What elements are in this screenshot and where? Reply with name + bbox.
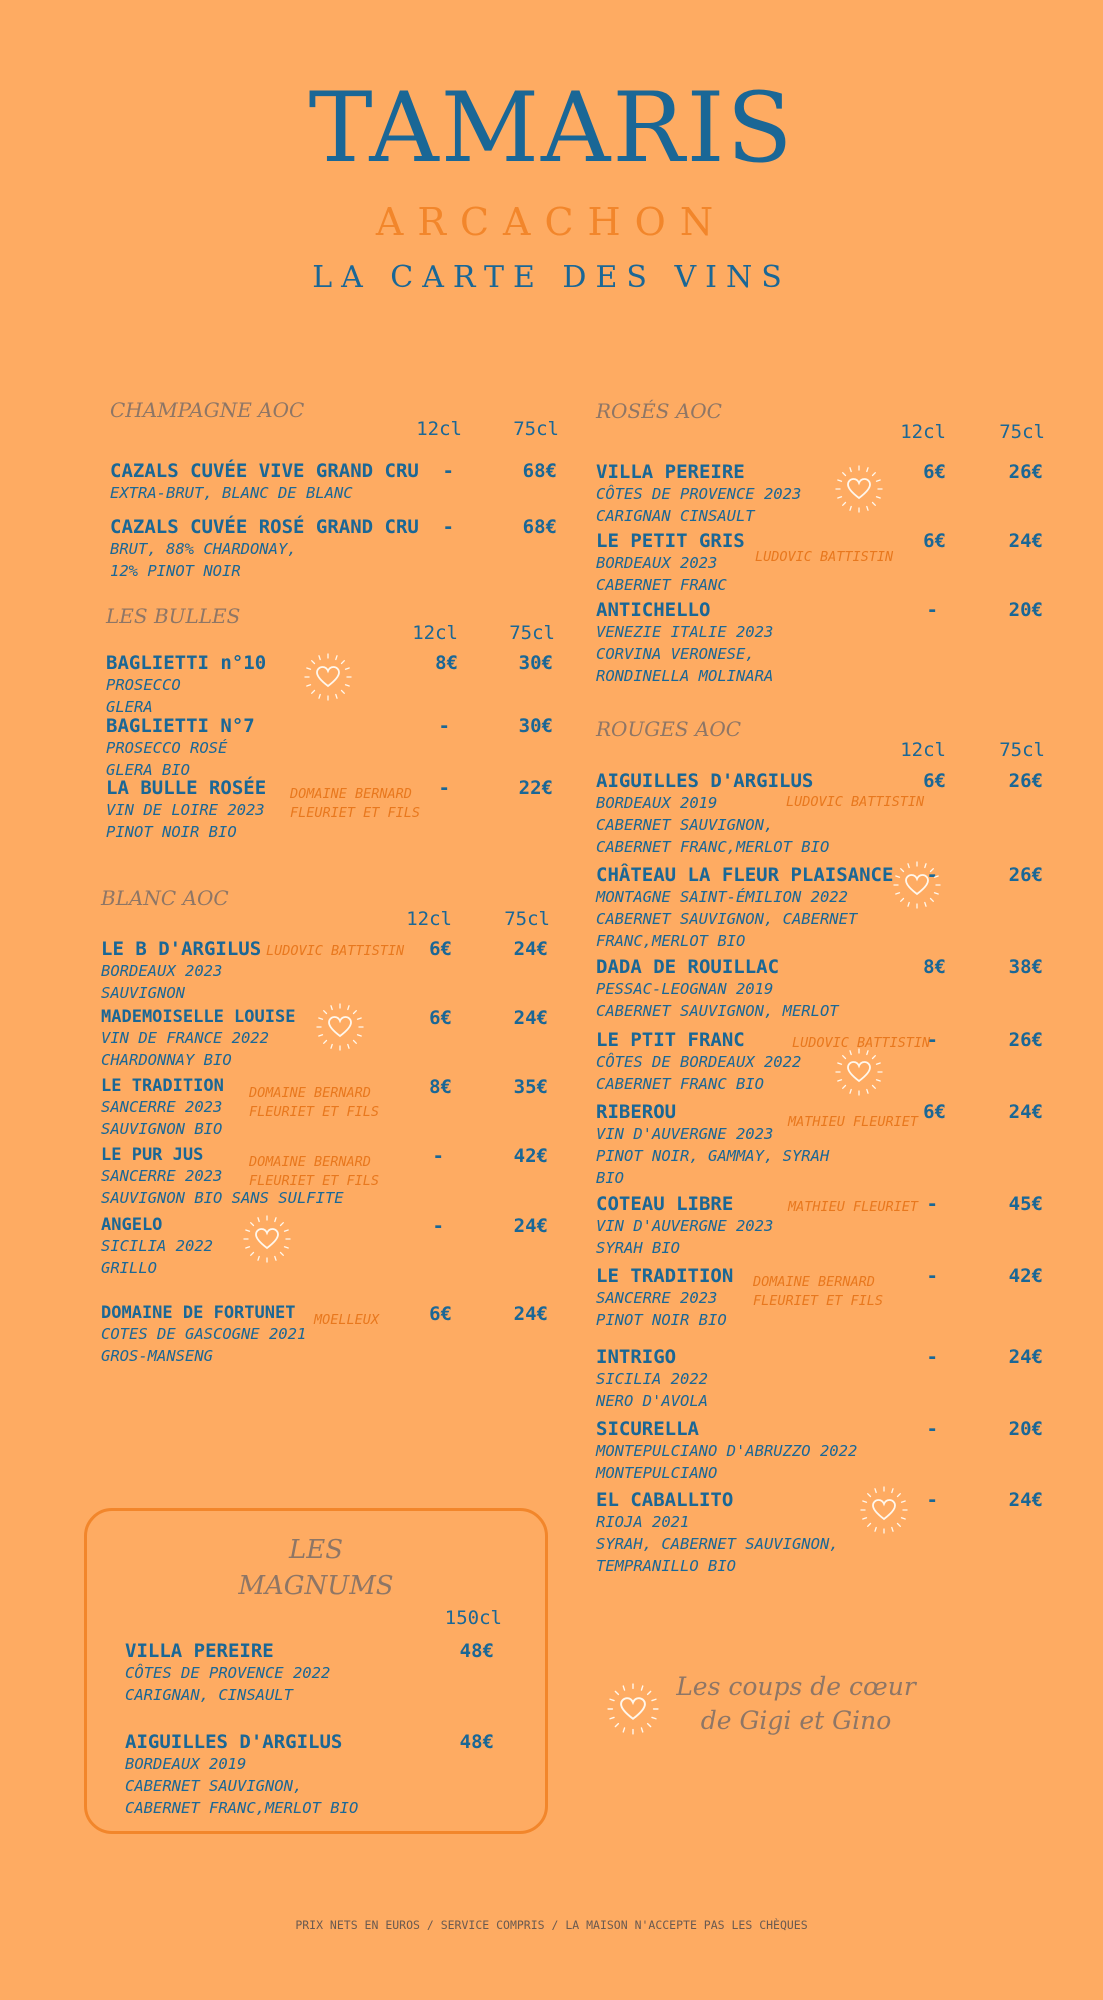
wine-name: LE PUR JUS (101, 1145, 204, 1165)
legend-line2: de Gigi et Gino (700, 1706, 892, 1735)
wine-name: RIBEROU (596, 1101, 677, 1123)
rouges-col-75cl: 75cl (999, 739, 1045, 761)
heart-sunburst-icon (835, 465, 883, 513)
wine-description: CABERNET FRANC BIO (596, 1075, 764, 1093)
price-12cl: - (926, 1489, 938, 1511)
price-12cl: 8€ (429, 1076, 452, 1098)
wine-item (596, 599, 773, 687)
wine-name: INTRIGO (596, 1346, 677, 1368)
wine-name: LE TRADITION (596, 1265, 734, 1287)
wine-producer (788, 1198, 918, 1217)
wine-name: LA BULLE ROSÉE (106, 777, 267, 799)
price-75cl: 26€ (1008, 461, 1043, 483)
price-12cl: - (926, 1029, 938, 1051)
price-75cl: 35€ (513, 1076, 548, 1098)
price-12cl: - (926, 1346, 938, 1368)
price-75cl: 24€ (513, 1303, 548, 1325)
wine-description: GLERA (106, 698, 153, 716)
price-75cl: 26€ (1008, 864, 1043, 886)
wine-name: AIGUILLES D'ARGILUS (596, 770, 814, 792)
wine-producer (788, 1113, 918, 1132)
wine-name: ANGELO (101, 1215, 163, 1235)
wine-description: CABERNET FRANC,MERLOT BIO (596, 838, 830, 856)
wine-description: PINOT NOIR BIO (106, 823, 237, 841)
bulles-col-75cl: 75cl (509, 622, 555, 644)
wine-description: SICILIA 2022 (596, 1370, 708, 1388)
wine-description: SANCERRE 2023 (101, 1167, 223, 1185)
wine-description: CABERNET SAUVIGNON, (596, 816, 774, 834)
price-75cl: 24€ (513, 1215, 548, 1237)
wine-description: SANCERRE 2023 (596, 1289, 718, 1307)
wine-description: CÔTES DE BORDEAUX 2022 (596, 1053, 802, 1071)
price-75cl: 24€ (513, 1007, 548, 1029)
price-12cl: 6€ (923, 530, 946, 552)
wine-description: VIN DE FRANCE 2022 (101, 1029, 269, 1047)
wine-item (101, 1076, 224, 1140)
wine-item (596, 1265, 733, 1331)
wine-item (101, 1303, 306, 1367)
price-75cl: 30€ (518, 652, 553, 674)
wine-description: BRUT, 88% CHARDONAY, (110, 540, 297, 558)
wine-description: RIOJA 2021 (596, 1513, 690, 1531)
wine-item (596, 956, 839, 1022)
wine-description: CORVINA VERONESE, (596, 645, 755, 663)
price-12cl: - (926, 1418, 938, 1440)
wine-description: PROSECCO (106, 676, 181, 694)
wine-description: VIN D'AUVERGNE 2023 (596, 1217, 774, 1235)
wine-producer (786, 793, 924, 812)
price-75cl: 45€ (1008, 1193, 1043, 1215)
price-150cl: 48€ (459, 1640, 494, 1662)
price-12cl: - (926, 599, 938, 621)
wine-name: LE PETIT GRIS (596, 530, 745, 552)
wine-description: BORDEAUX 2023 (101, 962, 223, 980)
wine-item (106, 715, 255, 781)
wine-name: MADEMOISELLE LOUISE (101, 1007, 296, 1027)
wine-item (596, 1418, 857, 1484)
wine-name: DOMAINE DE FORTUNET (101, 1303, 296, 1323)
price-75cl: 24€ (1008, 1346, 1043, 1368)
price-12cl: - (432, 1145, 444, 1167)
wine-producer-line: LUDOVIC BATTISTIN (792, 1035, 931, 1051)
wine-description: FRANC,MERLOT BIO (596, 932, 746, 950)
wine-producer-line: MOELLEUX (314, 1312, 380, 1328)
wine-description: SANCERRE 2023 (101, 1098, 223, 1116)
wine-description: CÔTES DE PROVENCE 2022 (125, 1664, 331, 1682)
price-75cl: 68€ (522, 516, 557, 538)
wine-producer-line: FLEURIET ET FILS (249, 1173, 380, 1189)
price-12cl: - (438, 715, 450, 737)
wine-description: PINOT NOIR, GAMMAY, SYRAH (596, 1147, 830, 1165)
price-12cl: 6€ (923, 1101, 946, 1123)
wine-item (596, 864, 893, 952)
rouges-col-12cl: 12cl (900, 739, 946, 761)
wine-producer-line: DOMAINE BERNARD (290, 786, 412, 802)
wine-description: BORDEAUX 2019 (596, 794, 718, 812)
wine-description: VIN D'AUVERGNE 2023 (596, 1125, 774, 1143)
magnums-title-line1: LES (288, 1535, 344, 1565)
wine-producer (266, 942, 404, 961)
wine-producer (290, 785, 420, 823)
price-12cl: 8€ (923, 956, 946, 978)
wine-description: CABERNET SAUVIGNON, (125, 1777, 303, 1795)
price-75cl: 42€ (513, 1145, 548, 1167)
wine-description: SAUVIGNON (101, 984, 185, 1002)
heart-sunburst-icon (243, 1215, 291, 1263)
wine-name: LE B D'ARGILUS (101, 938, 262, 960)
price-75cl: 68€ (522, 460, 557, 482)
wine-item (106, 777, 266, 843)
magnums-title-line2: MAGNUMS (238, 1571, 394, 1601)
wine-name: BAGLIETTI n°10 (106, 652, 267, 674)
price-75cl: 20€ (1008, 1418, 1043, 1440)
wine-description: PINOT NOIR BIO (596, 1311, 727, 1329)
wine-name: AIGUILLES D'ARGILUS (125, 1731, 343, 1753)
wine-name: COTEAU LIBRE (596, 1193, 734, 1215)
wine-item (596, 1346, 708, 1412)
price-12cl: - (442, 516, 454, 538)
wine-description: TEMPRANILLO BIO (596, 1557, 736, 1575)
wine-description: SAUVIGNON BIO SANS SULFITE (101, 1189, 344, 1207)
wine-item (101, 1215, 213, 1279)
wine-name: CHÂTEAU LA FLEUR PLAISANCE (596, 864, 894, 886)
blanc-section-title: BLANC AOC (101, 886, 229, 910)
wine-item (110, 516, 419, 582)
wine-description: VIN DE LOIRE 2023 (106, 801, 265, 819)
wine-producer-line: MATHIEU FLEURIET (788, 1114, 919, 1130)
price-75cl: 30€ (518, 715, 553, 737)
price-12cl: 6€ (429, 938, 452, 960)
champagne-col-12cl: 12cl (416, 418, 462, 440)
price-75cl: 22€ (518, 777, 553, 799)
wine-name: EL CABALLITO (596, 1489, 734, 1511)
wine-description: NERO D'AVOLA (596, 1392, 708, 1410)
wine-description: GLERA BIO (106, 761, 190, 779)
price-12cl: 6€ (923, 461, 946, 483)
wine-name: LE TRADITION (101, 1076, 224, 1096)
wine-name: DADA DE ROUILLAC (596, 956, 780, 978)
wine-description: CABERNET SAUVIGNON, CABERNET (596, 910, 858, 928)
roses-col-75cl: 75cl (999, 421, 1045, 443)
footer-note: PRIX NETS EN EUROS / SERVICE COMPRIS / LA MAISON N'ACCEPTE PAS LES CHÈQUES (295, 1918, 808, 1932)
wine-description: GRILLO (101, 1259, 157, 1277)
price-75cl: 24€ (513, 938, 548, 960)
wine-producer-line: FLEURIET ET FILS (249, 1104, 380, 1120)
wine-producer-line: DOMAINE BERNARD (249, 1085, 371, 1101)
wine-description: EXTRA-BRUT, BLANC DE BLANC (110, 484, 353, 502)
price-75cl: 20€ (1008, 599, 1043, 621)
restaurant-name: TAMARIS (308, 72, 795, 184)
wine-item (596, 1489, 839, 1577)
roses-section-title: ROSÉS AOC (596, 399, 722, 423)
wine-item (596, 770, 829, 858)
wine-name: VILLA PEREIRE (596, 461, 745, 483)
price-75cl: 24€ (1008, 1489, 1043, 1511)
wine-name: LE PTIT FRANC (596, 1029, 745, 1051)
rouges-section-title: ROUGES AOC (596, 717, 742, 741)
wine-description: VENEZIE ITALIE 2023 (596, 623, 774, 641)
city-name: ARCACHON (375, 200, 728, 244)
wine-producer (755, 548, 893, 567)
wine-producer (753, 1273, 883, 1311)
wine-description: PESSAC-LEOGNAN 2019 (596, 980, 774, 998)
magnums-title (84, 1532, 548, 1604)
wine-description: MONTAGNE SAINT-ÉMILION 2022 (596, 888, 848, 906)
heart-sunburst-icon (607, 1683, 659, 1735)
price-12cl: 6€ (429, 1303, 452, 1325)
wine-description: RONDINELLA MOLINARA (596, 667, 774, 685)
wine-description: CARIGNAN CINSAULT (596, 507, 755, 525)
champagne-section-title: CHAMPAGNE AOC (110, 398, 305, 422)
wine-name: CAZALS CUVÉE VIVE GRAND CRU (110, 460, 419, 482)
wine-producer (249, 1084, 379, 1122)
wine-producer-line: LUDOVIC BATTISTIN (266, 943, 405, 959)
wine-producer-line: MATHIEU FLEURIET (788, 1199, 919, 1215)
wine-description: SYRAH BIO (596, 1239, 680, 1257)
wine-description: COTES DE GASCOGNE 2021 (101, 1325, 307, 1343)
wine-name: VILLA PEREIRE (125, 1640, 274, 1662)
blanc-col-12cl: 12cl (406, 908, 452, 930)
heart-sunburst-icon (316, 1003, 364, 1051)
price-75cl: 38€ (1008, 956, 1043, 978)
legend-line1: Les coups de cœur (676, 1672, 916, 1701)
wine-item (596, 1193, 773, 1259)
wine-description: BORDEAUX 2019 (125, 1755, 247, 1773)
wine-producer-line: DOMAINE BERNARD (753, 1274, 875, 1290)
wine-description: SAUVIGNON BIO (101, 1120, 223, 1138)
wine-item (596, 530, 745, 596)
price-75cl: 26€ (1008, 770, 1043, 792)
price-12cl: - (926, 864, 938, 886)
price-12cl: - (926, 1265, 938, 1287)
wine-description: MONTEPULCIANO D'ABRUZZO 2022 (596, 1442, 858, 1460)
wine-description: BIO (596, 1169, 624, 1187)
price-75cl: 26€ (1008, 1029, 1043, 1051)
price-12cl: 8€ (435, 652, 458, 674)
wine-producer-line: FLEURIET ET FILS (290, 805, 421, 821)
blanc-col-75cl: 75cl (504, 908, 550, 930)
price-12cl: - (442, 460, 454, 482)
wine-item (101, 1007, 295, 1071)
price-75cl: 24€ (1008, 1101, 1043, 1123)
wine-producer (249, 1153, 379, 1191)
wine-description: PROSECCO ROSÉ (106, 739, 228, 757)
price-12cl: 6€ (429, 1007, 452, 1029)
wine-producer-line: LUDOVIC BATTISTIN (786, 794, 925, 810)
wine-description: GROS-MANSENG (101, 1347, 213, 1365)
wine-name: CAZALS CUVÉE ROSÉ GRAND CRU (110, 516, 419, 538)
heart-sunburst-icon (860, 1486, 908, 1534)
wine-description: SYRAH, CABERNET SAUVIGNON, (596, 1535, 839, 1553)
wine-item (596, 1029, 801, 1095)
price-12cl: - (432, 1215, 444, 1237)
price-12cl: - (926, 1193, 938, 1215)
wine-name: ANTICHELLO (596, 599, 711, 621)
price-150cl: 48€ (459, 1731, 494, 1753)
wine-producer-line: FLEURIET ET FILS (753, 1293, 884, 1309)
price-75cl: 42€ (1008, 1265, 1043, 1287)
wine-description: CHARDONNAY BIO (101, 1051, 232, 1069)
price-75cl: 24€ (1008, 530, 1043, 552)
bulles-section-title: LES BULLES (106, 604, 241, 628)
wine-description: CABERNET FRANC,MERLOT BIO (125, 1799, 359, 1817)
bulles-col-12cl: 12cl (412, 622, 458, 644)
wine-description: CARIGNAN, CINSAULT (125, 1686, 293, 1704)
favorites-legend (666, 1670, 926, 1738)
wine-description: 12% PINOT NOIR (110, 562, 241, 580)
wine-name: SICURELLA (596, 1418, 699, 1440)
wine-name: BAGLIETTI N°7 (106, 715, 255, 737)
price-12cl: 6€ (923, 770, 946, 792)
heart-sunburst-icon (835, 1048, 883, 1096)
champagne-col-75cl: 75cl (513, 418, 559, 440)
wine-producer-line: LUDOVIC BATTISTIN (755, 549, 894, 565)
wine-description: CABERNET SAUVIGNON, MERLOT (596, 1002, 839, 1020)
heart-sunburst-icon (304, 653, 352, 701)
wine-description: BORDEAUX 2023 (596, 554, 718, 572)
wine-description: SICILIA 2022 (101, 1237, 213, 1255)
wine-item (596, 461, 801, 527)
wine-item (110, 460, 419, 504)
wine-description: CABERNET FRANC (596, 576, 727, 594)
price-12cl: - (438, 777, 450, 799)
magnums-col-150cl: 150cl (444, 1607, 502, 1629)
wine-description: MONTEPULCIANO (596, 1464, 718, 1482)
roses-col-12cl: 12cl (900, 421, 946, 443)
menu-subtitle: LA CARTE DES VINS (312, 260, 791, 295)
wine-producer (314, 1311, 379, 1330)
wine-item (101, 938, 261, 1004)
wine-item (106, 652, 266, 718)
wine-description: CÔTES DE PROVENCE 2023 (596, 485, 802, 503)
wine-producer-line: DOMAINE BERNARD (249, 1154, 371, 1170)
heart-sunburst-icon (893, 861, 941, 909)
